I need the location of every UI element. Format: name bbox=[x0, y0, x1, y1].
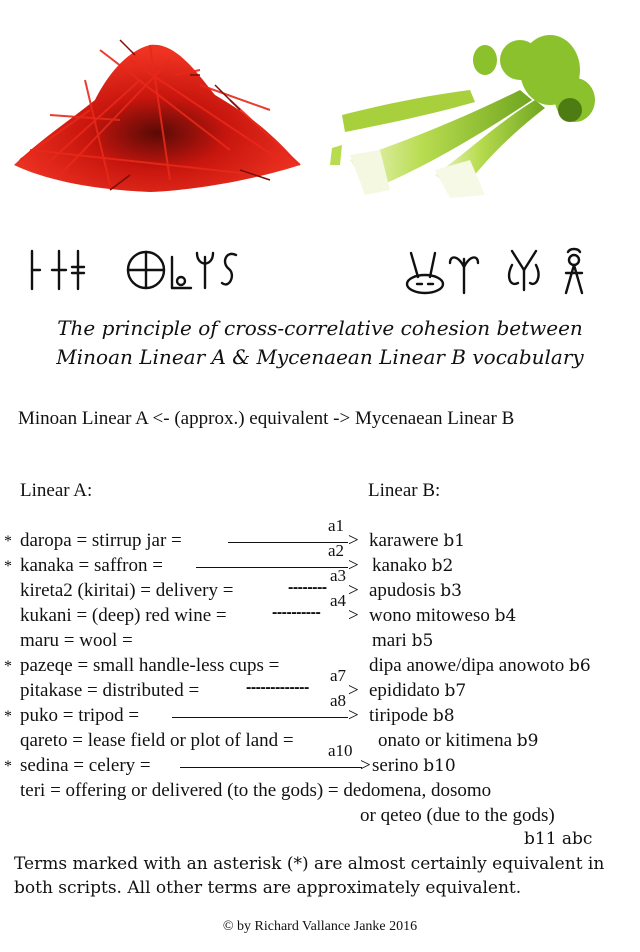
linear-a-term: kukani = (deep) red wine = bbox=[20, 605, 227, 626]
vocab-row bbox=[0, 566, 640, 605]
arrow-line bbox=[172, 717, 348, 718]
arrow-line bbox=[196, 567, 348, 568]
vocab-row bbox=[0, 666, 640, 705]
linear-b-term: mari b5 bbox=[372, 630, 434, 651]
linear-b-term: kanako b2 bbox=[372, 555, 454, 576]
arrow-label: a1 bbox=[328, 516, 345, 535]
asterisk-marker: * bbox=[4, 558, 12, 575]
arrow-label: a3 bbox=[330, 566, 347, 585]
arrow-head: > bbox=[348, 680, 359, 701]
arrow-head: > bbox=[348, 605, 359, 626]
linear-a-glyphs bbox=[26, 245, 246, 300]
asterisk-marker: * bbox=[4, 758, 12, 775]
vocab-row-code bbox=[0, 829, 640, 854]
vocab-row bbox=[0, 591, 640, 630]
title-line-2: Minoan Linear A & Mycenaean Linear B vocabulary bbox=[56, 345, 584, 369]
arrow-line bbox=[180, 767, 362, 768]
linear-b-term: karawere b1 bbox=[369, 530, 466, 551]
subheading: Minoan Linear A <- (approx.) equivalent -> Mycenaean Linear B bbox=[18, 408, 515, 429]
arrow-dashes: ------------- bbox=[246, 679, 309, 696]
linear-b-term-continuation: or qeteo (due to the gods) bbox=[360, 805, 555, 826]
celery-image bbox=[320, 0, 640, 230]
arrow-label: a10 bbox=[328, 741, 353, 760]
vocab-row bbox=[0, 655, 640, 680]
page-title bbox=[0, 314, 640, 372]
title-line-1: The principle of cross-correlative cohesion between bbox=[57, 316, 583, 340]
footnote: Terms marked with an asterisk (*) are almost certainly equivalent in both scripts. All other terms are approximately equivalent. bbox=[14, 854, 605, 898]
vocab-row-continuation bbox=[0, 805, 640, 830]
linear-b-term: serino b10 bbox=[372, 755, 456, 776]
linear-b-code: b11 abc bbox=[524, 829, 593, 849]
asterisk-marker: * bbox=[4, 658, 12, 675]
linear-a-term: teri = offering or delivered (to the gods) = dedomena, dosomo bbox=[20, 780, 492, 801]
linear-a-term: puko = tripod = bbox=[20, 705, 140, 726]
column-header-linear-b: Linear B: bbox=[368, 480, 441, 501]
arrow-head: > bbox=[348, 580, 359, 601]
vocab-row bbox=[0, 691, 640, 730]
linear-a-term: pazeqe = small handle-less cups = bbox=[20, 655, 280, 676]
arrow-head: > bbox=[348, 705, 359, 726]
linear-b-term: tiripode b8 bbox=[369, 705, 455, 726]
linear-a-term: qareto = lease field or plot of land = bbox=[20, 730, 294, 751]
linear-b-term: apudosis b3 bbox=[369, 580, 462, 601]
saffron-image bbox=[0, 0, 320, 230]
arrow-head: > bbox=[348, 530, 359, 551]
column-header-linear-a: Linear A: bbox=[20, 480, 93, 501]
vocab-row bbox=[0, 630, 640, 655]
linear-a-term: sedina = celery = bbox=[20, 755, 151, 776]
arrow-dashes: -------- bbox=[288, 579, 327, 596]
linear-b-glyphs bbox=[400, 245, 600, 300]
vocab-row bbox=[0, 541, 640, 580]
linear-a-term: pitakase = distributed = bbox=[20, 680, 200, 701]
arrow-head: > bbox=[348, 555, 359, 576]
linear-b-term: wono mitoweso b4 bbox=[369, 605, 517, 626]
arrow-head: > bbox=[360, 755, 371, 776]
asterisk-marker: * bbox=[4, 533, 12, 550]
vocab-row bbox=[0, 730, 640, 755]
asterisk-marker: * bbox=[4, 708, 12, 725]
linear-a-term: daropa = stirrup jar = bbox=[20, 530, 182, 551]
linear-a-term: kireta2 (kiritai) = delivery = bbox=[20, 580, 234, 601]
linear-a-term: maru = wool = bbox=[20, 630, 133, 651]
copyright: © by Richard Vallance Janke 2016 bbox=[222, 919, 418, 934]
arrow-label: a7 bbox=[330, 666, 347, 685]
linear-b-term: onato or kitimena b9 bbox=[378, 730, 539, 751]
arrow-dashes: ---------- bbox=[272, 604, 321, 621]
linear-a-term: kanaka = saffron = bbox=[20, 555, 163, 576]
vocab-row bbox=[0, 516, 640, 555]
vocab-row-last bbox=[0, 780, 640, 805]
linear-b-term: epididato b7 bbox=[369, 680, 467, 701]
linear-b-term: dipa anowe/dipa anowoto b6 bbox=[369, 655, 591, 676]
arrow-label: a2 bbox=[328, 541, 345, 560]
arrow-label: a8 bbox=[330, 691, 347, 710]
arrow-label: a4 bbox=[330, 591, 347, 610]
vocab-row bbox=[0, 741, 640, 780]
